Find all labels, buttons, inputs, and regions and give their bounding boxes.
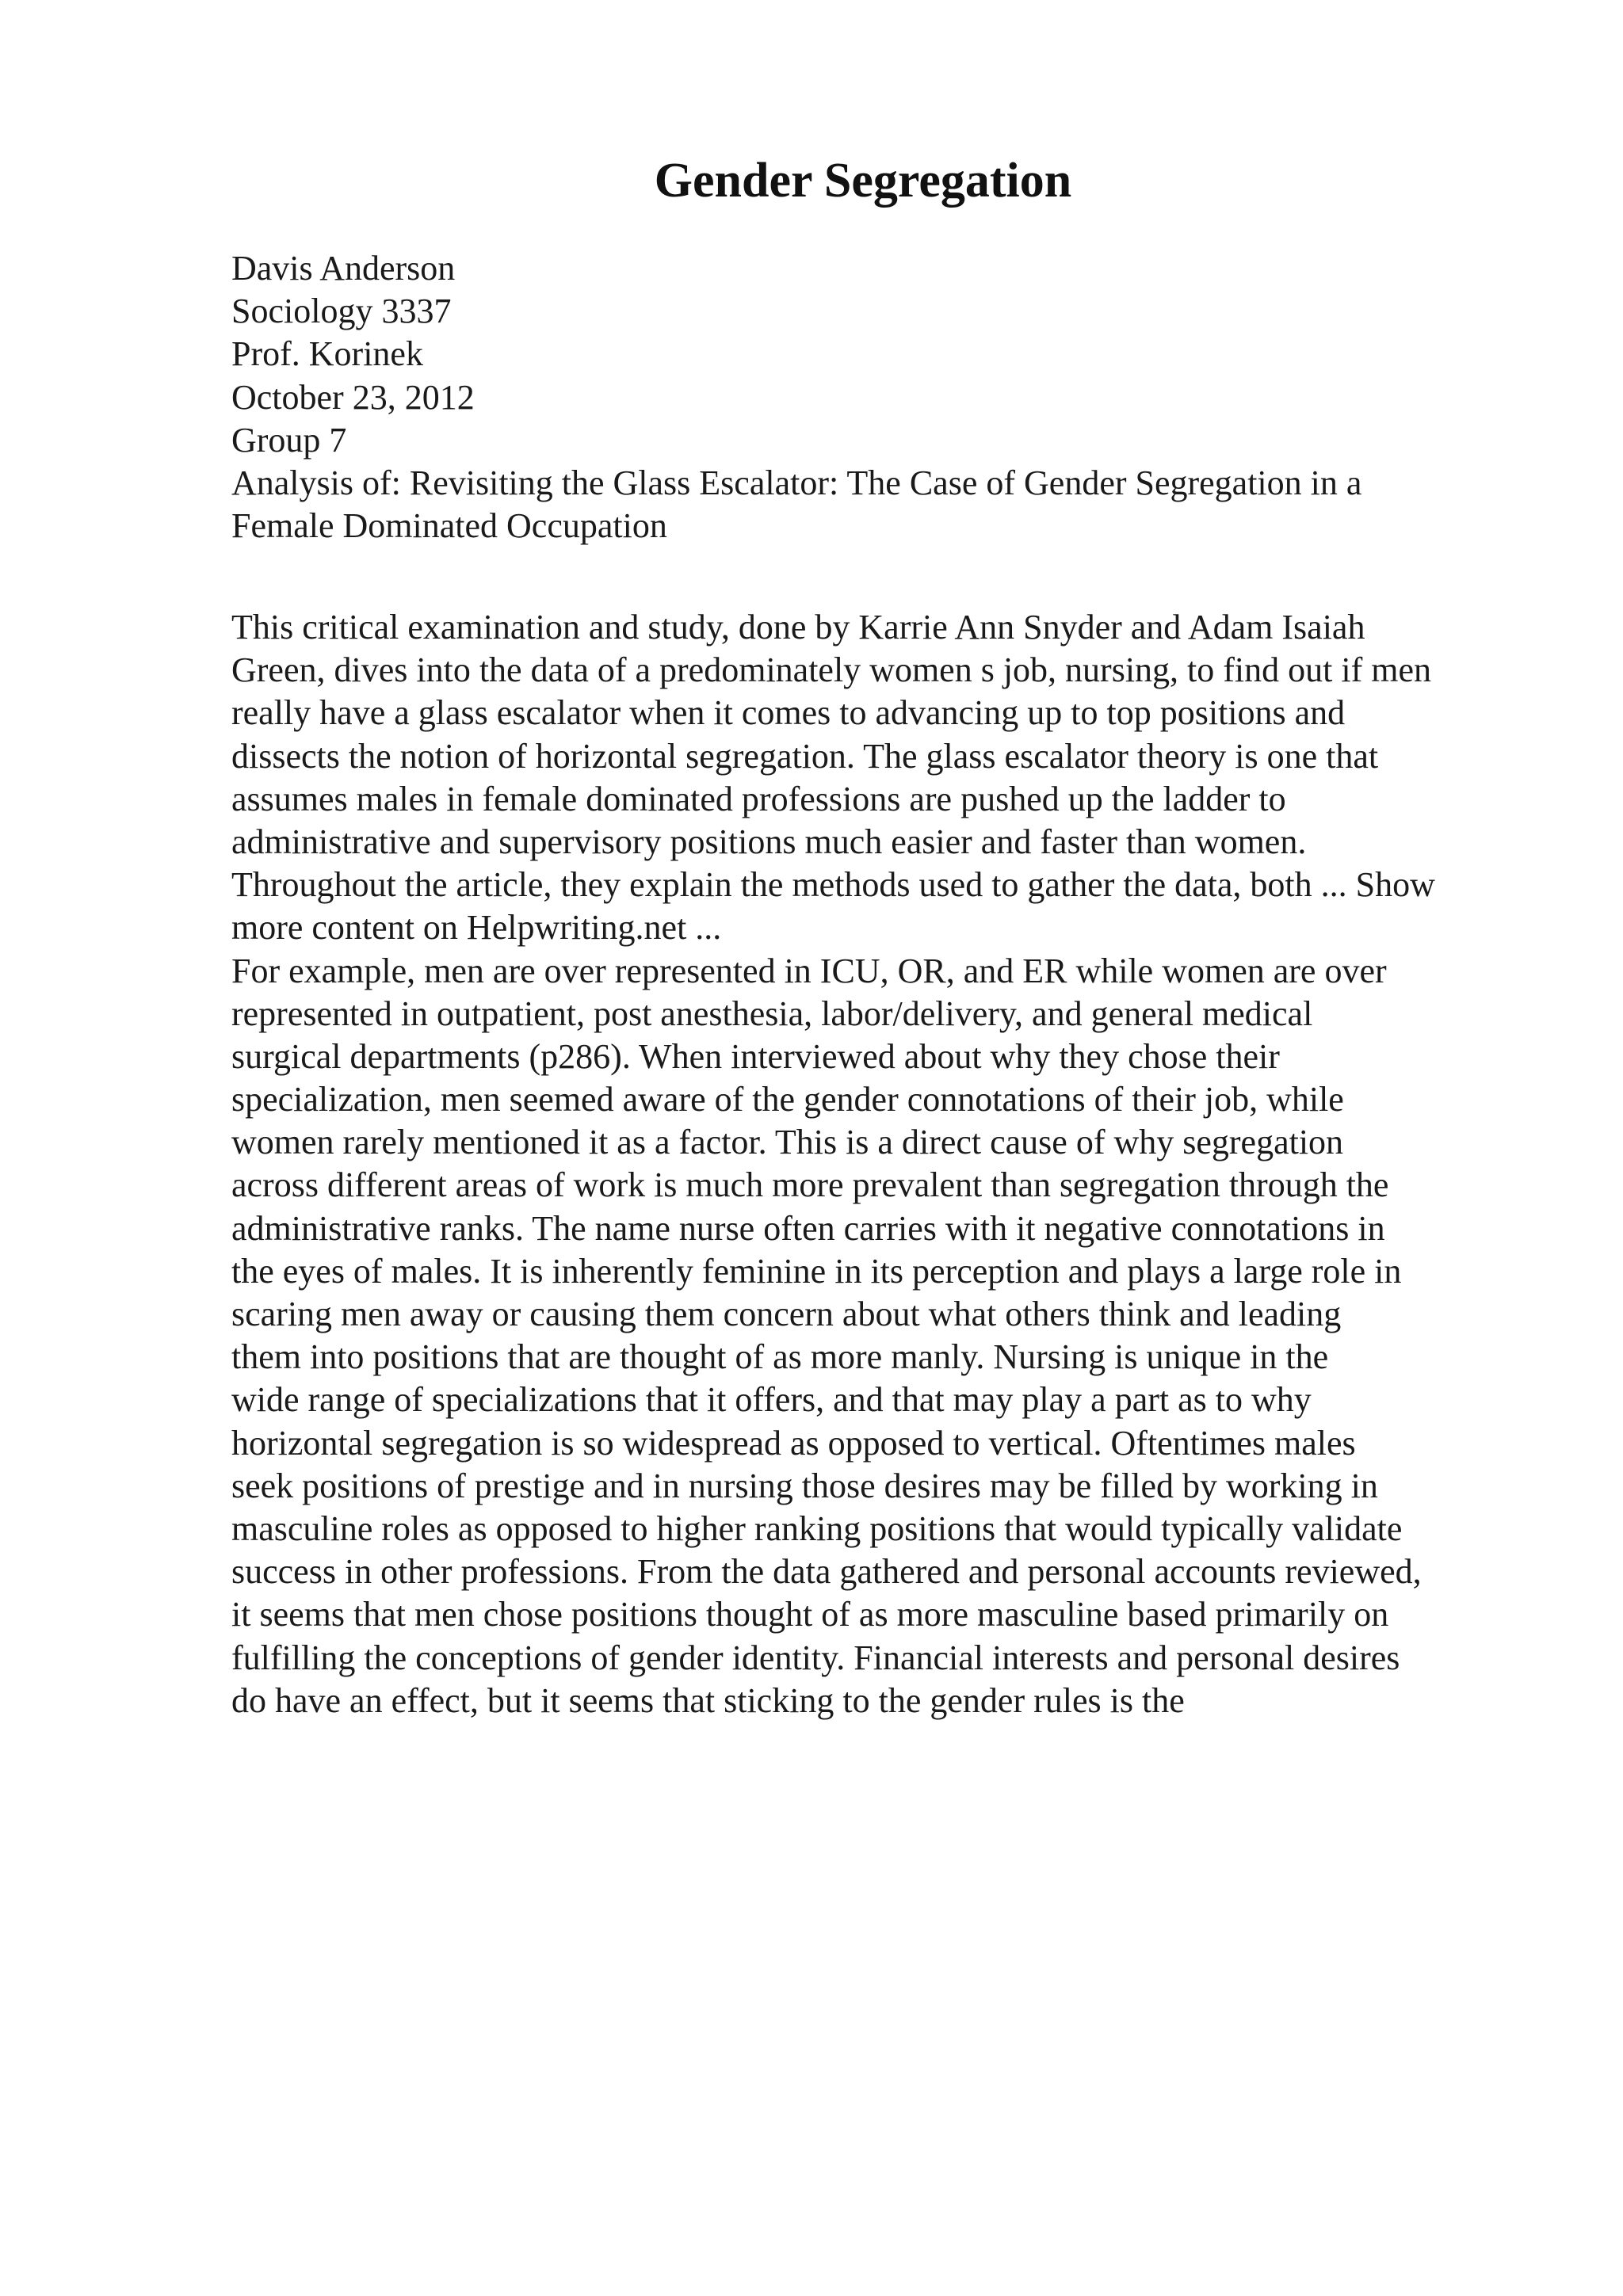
date-line: October 23, 2012 (231, 377, 475, 417)
body-text (231, 606, 1515, 1722)
body-line: across different areas of work is much more prevalent than segregation through the (231, 1165, 1389, 1205)
body-line: more content on Helpwriting.net ... (231, 908, 722, 948)
body-line: This critical examination and study, done by Karrie Ann Snyder and Adam Isaiah (231, 608, 1365, 646)
body-line: seek positions of prestige and in nursing those desires may be filled by working in (231, 1466, 1378, 1505)
author-line: Davis Anderson (231, 249, 456, 288)
body-line: horizontal segregation is so widespread as opposed to vertical. Oftentimes males (231, 1423, 1356, 1463)
body-line: it seems that men chose positions thought of as more masculine based primarily on (231, 1595, 1389, 1634)
body-line: scaring men away or causing them concern about what others think and leading (231, 1295, 1342, 1333)
body-line: fulfilling the conceptions of gender identity. Financial interests and personal desires (231, 1638, 1400, 1677)
body-line: Throughout the article, they explain the methods used to gather the data, both ... Show (231, 865, 1435, 905)
body-line: dissects the notion of horizontal segregation. The glass escalator theory is one that (231, 736, 1379, 776)
course-line: Sociology 3337 (231, 292, 452, 331)
body-line: do have an effect, but it seems that sticking to the gender rules is the (231, 1680, 1185, 1720)
body-line: really have a glass escalator when it comes to advancing up to top positions and (231, 693, 1346, 733)
body-line: the eyes of males. It is inherently feminine in its perception and plays a large role in (231, 1251, 1402, 1291)
professor-line: Prof. Korinek (231, 334, 423, 374)
body-line: assumes males in female dominated professions are pushed up the ladder to (231, 779, 1286, 818)
analysis-line: Analysis of: Revisiting the Glass Escalator: The Case of Gender Segregation in a (231, 463, 1362, 502)
body-line: masculine roles as opposed to higher ranking positions that would typically validate (231, 1508, 1403, 1548)
body-line: wide range of specializations that it offers, and that may play a part as to why (231, 1380, 1312, 1420)
body-line: Green, dives into the data of a predominately women s job, nursing, to find out if men (231, 650, 1432, 690)
group-line: Group 7 (231, 420, 347, 460)
body-line: success in other professions. From the data gathered and personal accounts reviewed, (231, 1552, 1422, 1592)
body-line: administrative ranks. The name nurse often carries with it negative connotations in (231, 1208, 1385, 1248)
document-meta (231, 247, 1515, 547)
body-line: specialization, men seemed aware of the gender connotations of their job, while (231, 1080, 1344, 1119)
body-line: represented in outpatient, post anesthesia, labor/delivery, and general medical (231, 994, 1313, 1033)
body-line: administrative and supervisory positions much easier and faster than women. (231, 822, 1307, 861)
body-line: them into positions that are thought of as more manly. Nursing is unique in the (231, 1337, 1329, 1377)
body-line: For example, men are over represented in ICU, OR, and ER while women are over (231, 951, 1387, 990)
body-line: women rarely mentioned it as a factor. This is a direct cause of why segregation (231, 1123, 1344, 1162)
body-line: surgical departments (p286). When interviewed about why they chose their (231, 1036, 1280, 1076)
analysis-line-continued: Female Dominated Occupation (231, 506, 667, 546)
document-title: Gender Segregation (654, 154, 1072, 208)
